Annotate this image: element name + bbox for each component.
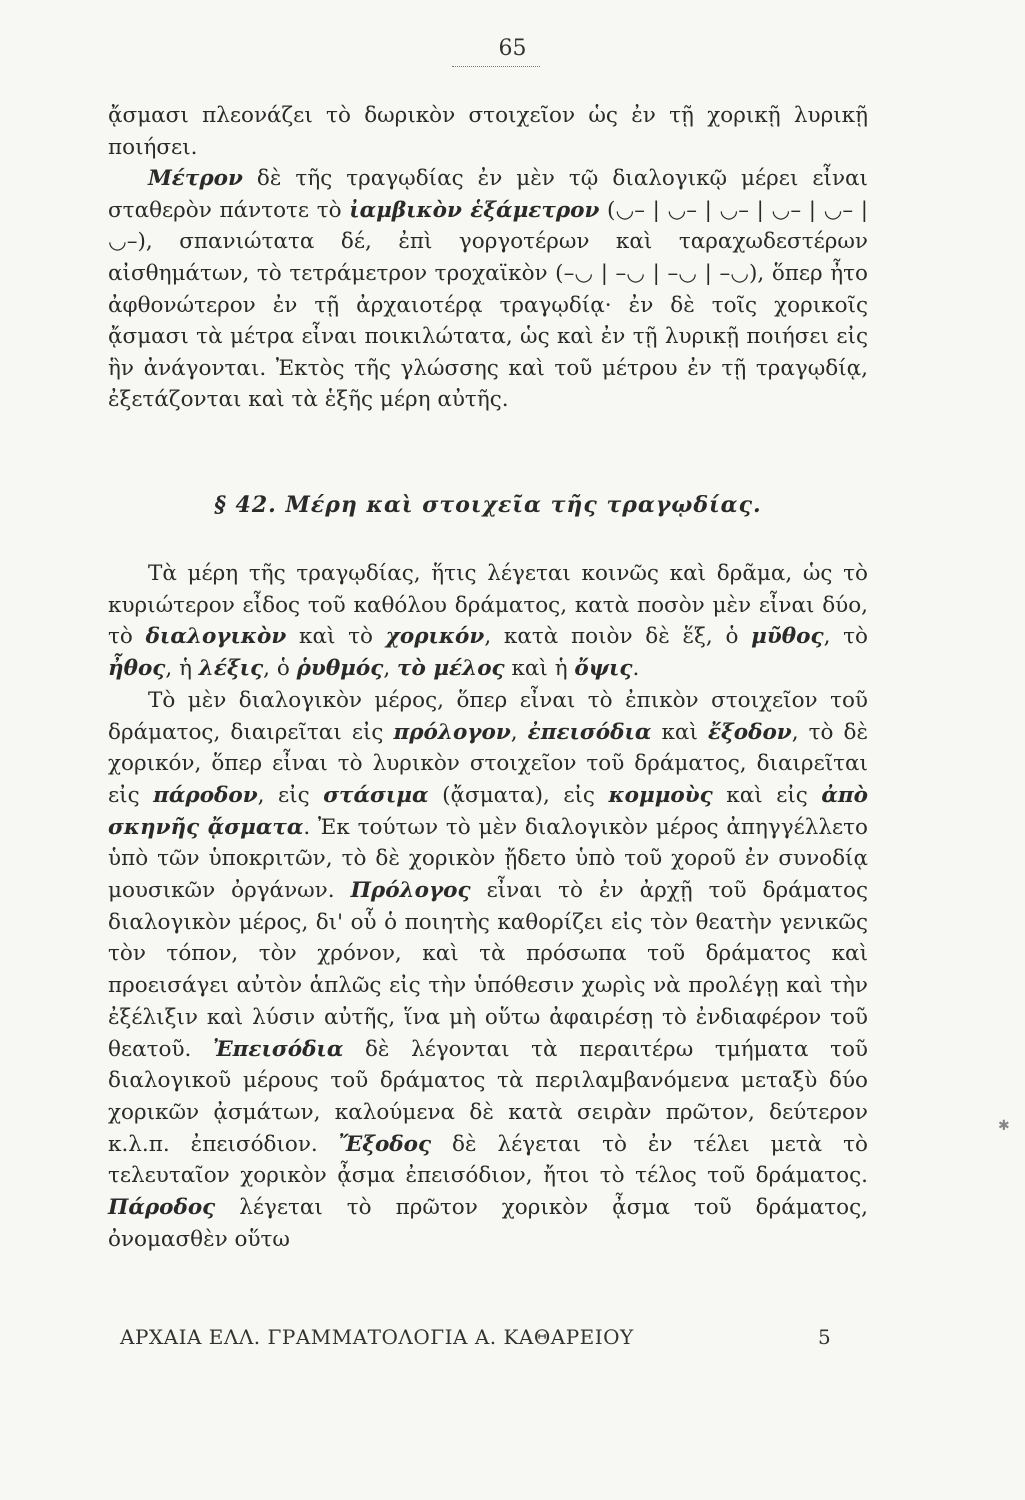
signature-mark: 5: [818, 1325, 831, 1349]
paragraph-1: ᾄσμασι πλεονάζει τὸ δωρικὸν στοιχεῖον ὡς ἐν τῇ χορικῇ λυρικῇ ποιήσει.: [108, 103, 868, 160]
page-number-rule: [452, 66, 540, 67]
intro-text: [108, 100, 868, 416]
term-metron: Μέτρον: [148, 166, 243, 192]
term-iambic: ἰαμβικὸν ἑξάμετρον: [349, 197, 600, 223]
paragraph-3: Τὰ μέρη τῆς τραγῳδίας, ἥτις λέγεται κοινῶς καὶ δρᾶμα, ὡς τὸ κυριώτερον εἶδος τοῦ καθόλου δράματος, κατὰ ποσὸν μὲν εἶναι δύο, τὸ διαλογικὸν καὶ τὸ χορικόν, κατὰ ποιὸν δὲ ἕξ, ὁ μῦθος, τὸ ἦθος, ἡ λέξις, ὁ ῥυθμός, τὸ μέλος καὶ ἡ ὄψις.: [108, 561, 868, 682]
footer-title: ΑΡΧΑΙΑ ΕΛΛ. ΓΡΑΜΜΑΤΟΛΟΓΙΑ Α. ΚΑΘΑΡΕΙΟΥ: [120, 1325, 634, 1349]
paragraph-4: Τὸ μὲν διαλογικὸν μέρος, ὅπερ εἶναι τὸ ἐπικὸν στοιχεῖον τοῦ δράματος, διαιρεῖται εἰς πρόλογον, ἐπεισόδια καὶ ἔξοδον, τὸ δὲ χορικόν, ὅπερ εἶναι τὸ λυρικὸν στοιχεῖον τοῦ δράματος, διαιρεῖται εἰς πάροδον, εἰς στάσιμα (ᾄσματα), εἰς κομμοὺς καὶ εἰς ἀπὸ σκηνῆς ᾄσματα. Ἐκ τούτων τὸ μὲν διαλογικὸν μέρος ἀπηγγέλλετο ὑπὸ τῶν ὑποκριτῶν, τὸ δὲ χορικὸν ᾔδετο ὑπὸ τοῦ χοροῦ ἐν συνοδίᾳ μουσικῶν ὀργάνων. Πρόλογος εἶναι τὸ ἐν ἀρχῇ τοῦ δράματος διαλογικὸν μέρος, δι' οὗ ὁ ποιητὴς καθορίζει εἰς τὸν θεατὴν γενικῶς τὸν τόπον, τὸν χρόνον, καὶ τὰ πρόσωπα τοῦ δράματος καὶ προεισάγει αὐτὸν ἁπλῶς εἰς τὴν ὑπόθεσιν χωρὶς νὰ προλέγῃ καὶ τὴν ἐξέλιξιν καὶ λύσιν αὐτῆς, ἵνα μὴ οὕτω ἀφαιρέσῃ τὸ ἐνδιαφέρον τοῦ θεατοῦ. Ἐπεισόδια δὲ λέγονται τὰ περαιτέρω τμήματα τοῦ διαλογικοῦ μέρους τοῦ δράματος τὰ περιλαμβανόμενα μεταξὺ δύο χορικῶν ᾀσμάτων, καλούμενα δὲ κατὰ σειρὰν πρῶτον, δεύτερον κ.λ.π. ἐπεισόδιον. Ἔξοδος δὲ λέγεται τὸ ἐν τέλει μετὰ τὸ τελευταῖον χορικὸν ᾆσμα ἐπεισόδιον, ἤτοι τὸ τέλος τοῦ δράματος. Πάροδος λέγεται τὸ πρῶτον χορικὸν ᾆσμα τοῦ δράματος, ὀνομασθὲν οὕτω: [108, 687, 868, 1252]
page-number: 65: [498, 36, 527, 61]
paragraph-2: Μέτρον δὲ τῆς τραγῳδίας ἐν μὲν τῷ διαλογικῷ μέρει εἶναι σταθερὸν πάντοτε τὸ ἰαμβικὸν ἑξάμετρον (◡– | ◡– | ◡– | ◡– | ◡– | ◡–), σπανιώτατα δέ, ἐπὶ γοργοτέρων καὶ ταραχωδεστέρων αἰσθημάτων, τὸ τετράμετρον τροχαϊκὸν (–◡ | –◡ | –◡ | –◡), ὅπερ ἦτο ἀφθονώτερον ἐν τῇ ἀρχαιοτέρᾳ τραγῳδίᾳ· ἐν δὲ τοῖς χορικοῖς ᾄσμασι τὰ μέτρα εἶναι ποικιλώτατα, ὡς καὶ ἐν τῇ λυρικῇ ποιήσει εἰς ἣν ἀνάγονται. Ἐκτὸς τῆς γλώσσης καὶ τοῦ μέτρου ἐν τῇ τραγῳδίᾳ, ἐξετάζονται καὶ τὰ ἑξῆς μέρη αὐτῆς.: [108, 166, 868, 413]
body-text: [108, 558, 868, 1255]
section-heading: § 42. Μέρη καὶ στοιχεῖα τῆς τραγῳδίας.: [214, 492, 762, 518]
margin-mark: ✱: [998, 1118, 1010, 1134]
